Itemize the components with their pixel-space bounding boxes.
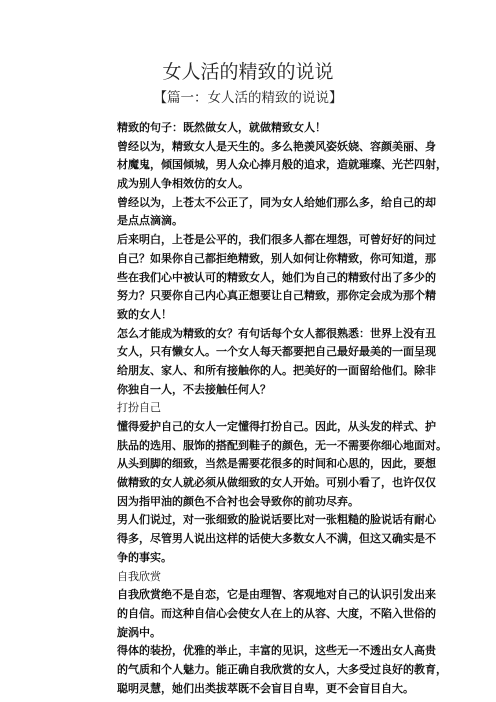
text-line: 精致的句子：既然做女人，就做精致女人！ — [117, 121, 326, 134]
text-line: 的气质和个人魅力。能正确自我欣赏的女人，大多受过良好的教育， — [117, 662, 447, 676]
body-text — [117, 119, 447, 698]
section-heading: 自我欣赏 — [117, 569, 161, 583]
text-line: 努力？只要你自己内心真正想要让自己精致，那你定会成为那个精 — [117, 289, 436, 303]
text-line: 自己？如果你自己都拒绝精致，别人如何让你精致，你可知道，那 — [117, 251, 436, 265]
text-line: 因为指甲油的颜色不合衬也会导致你的前功尽弃。 — [117, 494, 359, 508]
text-line: 怎么才能成为精致的女？有句话每个女人都很熟悉：世界上没有丑 — [117, 326, 436, 340]
text-line: 男人们说过，对一张细致的脸说话要比对一张粗糙的脸说话有耐心 — [117, 513, 436, 527]
text-line: 得体的装扮，优雅的举止，丰富的见识，这些无一不透出女人高贵 — [117, 644, 436, 658]
section-heading: 打扮自己 — [117, 401, 161, 415]
text-line: 得多，尽管男人说出这样的话使大多数女人不满，但这又确实是不 — [117, 532, 436, 546]
text-line: 争的事实。 — [117, 550, 172, 564]
text-line: 你独自一人，不去接触任何人？ — [117, 382, 271, 396]
text-line: 女人，只有懒女人。一个女人每天都要把自己最好最美的一面呈现 — [117, 345, 436, 359]
text-line: 是点点滴滴。 — [117, 214, 183, 228]
text-line: 懂得爱护自己的女人一定懂得打扮自己。因此，从头发的样式、护 — [117, 420, 436, 433]
text-line: 些在我们心中被认可的精致女人，她们为自己的精致付出了多少的 — [117, 270, 436, 284]
text-line: 曾经以为，精致女人是天生的。多么艳羡风姿妖娆、容颜美丽、身 — [117, 139, 436, 153]
text-line: 给朋友、家人、和所有接触你的人。把美好的一面留给他们。除非 — [117, 363, 436, 377]
text-line: 曾经以为，上苍太不公正了，同为女人给她们那么多，给自己的却 — [117, 195, 436, 209]
text-line: 自我欣赏绝不是自恋，它是由理智、客观地对自己的认识引发出来 — [117, 588, 436, 602]
text-line: 材魔鬼，倾国倾城，男人众心捧月般的追求，造就璀璨、光芒四射， — [117, 158, 447, 172]
text-line: 聪明灵慧，她们出类拔萃既不会盲目自卑，更不会盲目自大。 — [117, 681, 414, 695]
text-line: 致的女人！ — [117, 307, 172, 321]
text-line: 旋涡中。 — [117, 625, 161, 639]
text-line: 做精致的女人就必须从做细致的女人开始。可别小看了，也许仅仅 — [117, 476, 436, 490]
section-title: 【篇一：女人活的精致的说说】 — [153, 90, 343, 106]
text-line: 成为别人争相效仿的女人。 — [117, 177, 249, 191]
text-line: 后来明白，上苍是公平的，我们很多人都在埋怨，可曾好好的问过 — [117, 233, 436, 247]
text-line: 的自信。而这种自信心会使女人在上的从容、大度，不陷入世俗的 — [117, 606, 436, 620]
document-title: 女人活的精致的说说 — [162, 61, 334, 83]
text-line: 肤品的选用、服饰的搭配到鞋子的颜色，无一不需要你细心地面对。 — [117, 438, 447, 452]
text-line: 从头到脚的细致，当然是需要花很多的时间和心思的，因此，要想 — [117, 457, 436, 471]
